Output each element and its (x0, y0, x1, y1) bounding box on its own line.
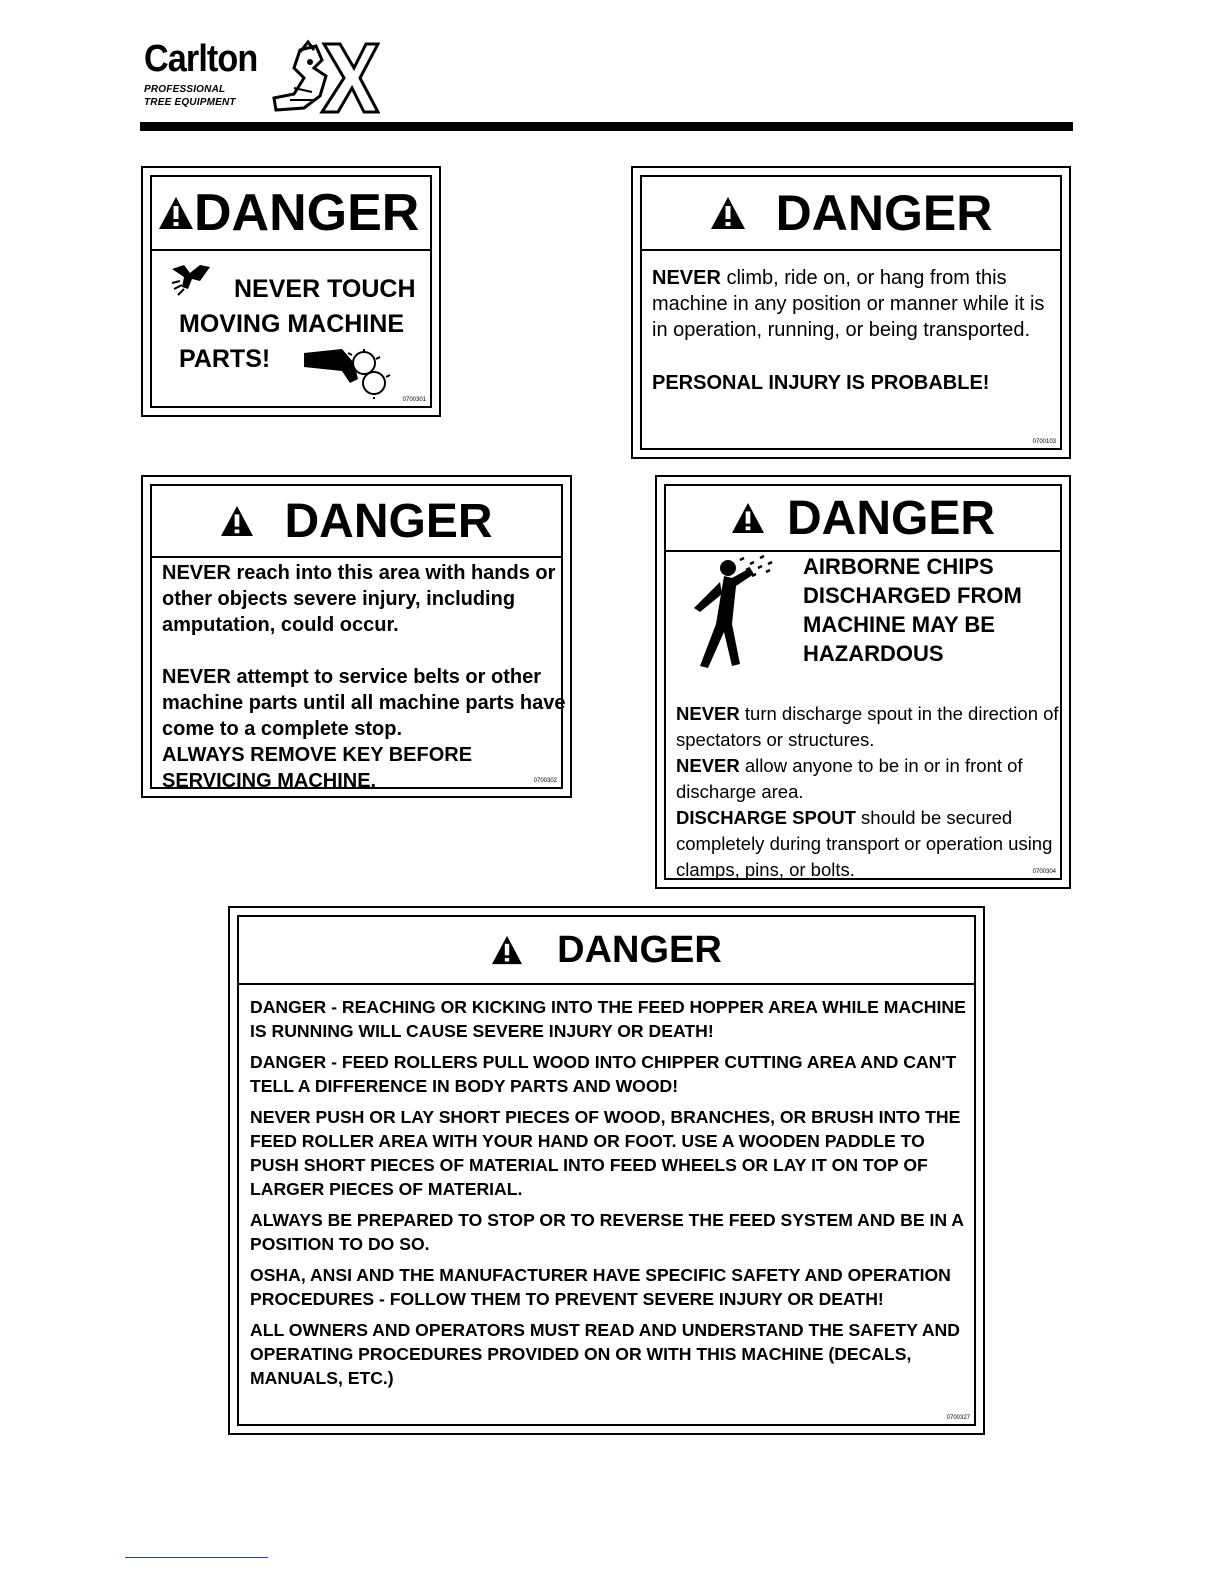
decal-paragraph: NEVER PUSH OR LAY SHORT PIECES OF WOOD, BRANCHES, OR BRUSH INTO THE FEED ROLLER AREA WITH YOUR HAND OR FOOT. USE A WOODEN PADDLE TO PUSH SHORT PIECES OF MATERIAL INTO FEED WHEELS OR LAY IT ON TOP OF LARGER PIECES OF MATERIAL. (250, 1107, 961, 1199)
hazard-line: MACHINE MAY BE (803, 612, 995, 637)
decal-body (652, 265, 1062, 396)
decal-line-3: PARTS! (179, 345, 271, 373)
warning-triangle-icon (710, 196, 746, 230)
decal-title: DANGER (194, 184, 420, 242)
brand-mascot-icon (264, 38, 380, 114)
brand-logo (140, 38, 380, 118)
decal-title: DANGER (557, 928, 722, 971)
decal-part-number: 0700302 (533, 778, 557, 784)
warning-triangle-icon (158, 196, 194, 230)
decal-paragraph: NEVER attempt to service belts or other machine parts until all machine parts have come to a complete stop. (162, 666, 566, 740)
decal-part-number: 0700301 (402, 397, 426, 403)
decal-text: should be secured completely during transport or operation using clamps, pins, or bolts. (676, 807, 1053, 880)
danger-decal-feed-hopper (228, 906, 985, 1435)
brand-tagline-1: PROFESSIONAL (144, 84, 226, 95)
danger-decal-moving-parts (141, 166, 441, 417)
decal-text: climb, ride on, or hang from this machine in any position or manner while it is in operation, running, or being transported. (652, 267, 1045, 341)
decal-header (152, 177, 430, 251)
decal-emphasis: NEVER (652, 267, 721, 289)
hand-crush-icon (170, 263, 212, 297)
decal-paragraph: DANGER - FEED ROLLERS PULL WOOD INTO CHIPPER CUTTING AREA AND CAN'T TELL A DIFFERENCE IN BODY PARTS AND WOOD! (250, 1052, 957, 1096)
brand-tagline-2: TREE EQUIPMENT (144, 97, 236, 108)
decal-paragraph: SERVICING MACHINE. (162, 770, 377, 792)
warning-triangle-icon (731, 502, 765, 534)
decal-paragraph: ALWAYS BE PREPARED TO STOP OR TO REVERSE THE FEED SYSTEM AND BE IN A POSITION TO DO SO. (250, 1210, 964, 1254)
flying-debris-icon (680, 554, 780, 672)
warning-triangle-icon (220, 505, 254, 537)
decal-title: DANGER (775, 185, 993, 241)
hazard-line: HAZARDOUS (803, 641, 944, 666)
decal-text: turn discharge spout in the direction of spectators or structures. (676, 703, 1059, 750)
decal-paragraph: ALL OWNERS AND OPERATORS MUST READ AND UNDERSTAND THE SAFETY AND OPERATING PROCEDURES PROVIDED ON OR WITH THIS MACHINE (DECALS, MANUALS, ETC.) (250, 1320, 960, 1388)
decal-title: DANGER (284, 494, 493, 548)
decal-emphasis: DISCHARGE SPOUT (676, 807, 856, 828)
brand-name: Carlton (144, 38, 258, 80)
decal-line-1: NEVER TOUCH (234, 275, 416, 303)
decal-header (666, 486, 1060, 552)
danger-decal-airborne-chips (655, 475, 1071, 889)
decal-part-number: 0700327 (946, 1415, 970, 1421)
decal-line-2: MOVING MACHINE (179, 310, 404, 338)
hazard-line: AIRBORNE CHIPS (803, 554, 994, 579)
decal-header (239, 917, 974, 985)
decal-paragraph: ALWAYS REMOVE KEY BEFORE (162, 744, 473, 766)
decal-text: allow anyone to be in or in front of discharge area. (676, 755, 1023, 802)
decal-paragraph: NEVER reach into this area with hands or other objects severe injury, including amputation, could occur. (162, 562, 556, 636)
gear-entanglement-icon (302, 345, 392, 401)
hazard-line: DISCHARGED FROM (803, 583, 1022, 608)
decal-paragraph: DANGER - REACHING OR KICKING INTO THE FEED HOPPER AREA WHILE MACHINE IS RUNNING WILL CAUSE SEVERE INJURY OR DEATH! (250, 997, 966, 1041)
decal-body (676, 701, 1071, 883)
decal-body (162, 560, 572, 794)
header-divider (140, 122, 1073, 131)
danger-decal-reach-in (141, 475, 572, 798)
decal-warning-line: PERSONAL INJURY IS PROBABLE! (652, 372, 990, 394)
decal-header (152, 486, 561, 558)
decal-header (642, 177, 1060, 251)
decal-paragraph: OSHA, ANSI AND THE MANUFACTURER HAVE SPECIFIC SAFETY AND OPERATION PROCEDURES - FOLLOW THEM TO PREVENT SEVERE INJURY OR DEATH! (250, 1265, 951, 1309)
decal-emphasis: NEVER (676, 703, 740, 724)
decal-part-number: 0700103 (1032, 439, 1056, 445)
decal-title: DANGER (786, 491, 995, 545)
decal-part-number: 0700304 (1032, 869, 1056, 875)
decal-body (250, 995, 970, 1397)
footer-divider (125, 1557, 268, 1558)
decal-emphasis: NEVER (676, 755, 740, 776)
hazard-statement (803, 552, 1022, 668)
danger-decal-no-riders (631, 166, 1071, 459)
warning-triangle-icon (491, 935, 523, 965)
